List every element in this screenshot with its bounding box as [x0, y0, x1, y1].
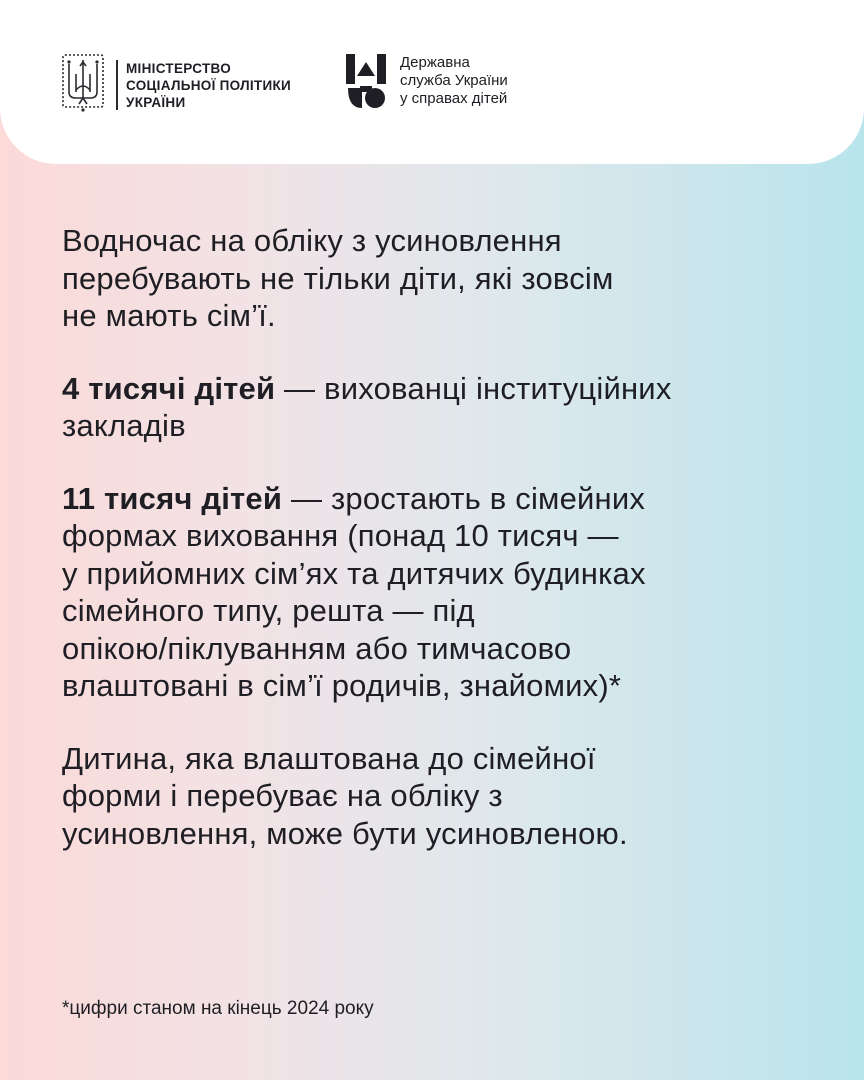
paragraph-family-forms [62, 480, 822, 705]
ministry-line-3: УКРАЇНИ [126, 94, 186, 110]
service-line-3: у справах дітей [400, 90, 508, 107]
header-banner [0, 0, 864, 164]
ministry-line-2: СОЦІАЛЬНОЇ ПОЛІТИКИ [126, 77, 292, 93]
ministry-name [126, 60, 291, 111]
trident-emblem-icon [60, 52, 106, 118]
ministry-logo [60, 52, 291, 118]
stat-family-forms: 11 тисяч дітей [62, 480, 283, 516]
stat-institutional: 4 тисячі дітей [62, 370, 276, 406]
service-name [400, 54, 508, 108]
logo-divider [116, 60, 118, 110]
footnote: *цифри станом на кінець 2024 року [62, 998, 374, 1019]
stat-family-forms-text: — зростають в сімейних формах виховання (понад 10 тисяч — у прийомних сім’ях та дитячих будинках сімейного типу, решта — під опікою/піклуванням або тимчасово влаштовані в сім’ї родичів, знайомих)* [62, 480, 646, 703]
paragraph-intro: Водночас на обліку з усиновлення перебувають не тільки діти, які зовсім не мають сім’ї. [62, 223, 614, 333]
ministry-line-1: МІНІСТЕРСТВО [126, 60, 232, 76]
children-service-logo [346, 52, 508, 110]
paragraph-institutional [62, 370, 822, 445]
main-text [62, 222, 822, 887]
service-line-1: Державна [400, 54, 470, 71]
children-service-logo-icon [346, 52, 386, 110]
stat-institutional-text: — вихованці інституційних закладів [62, 370, 672, 443]
service-line-2: служба України [400, 72, 508, 89]
paragraph-conclusion: Дитина, яка влаштована до сімейної форми і перебуває на обліку з усиновлення, може бути усиновленою. [62, 740, 628, 851]
